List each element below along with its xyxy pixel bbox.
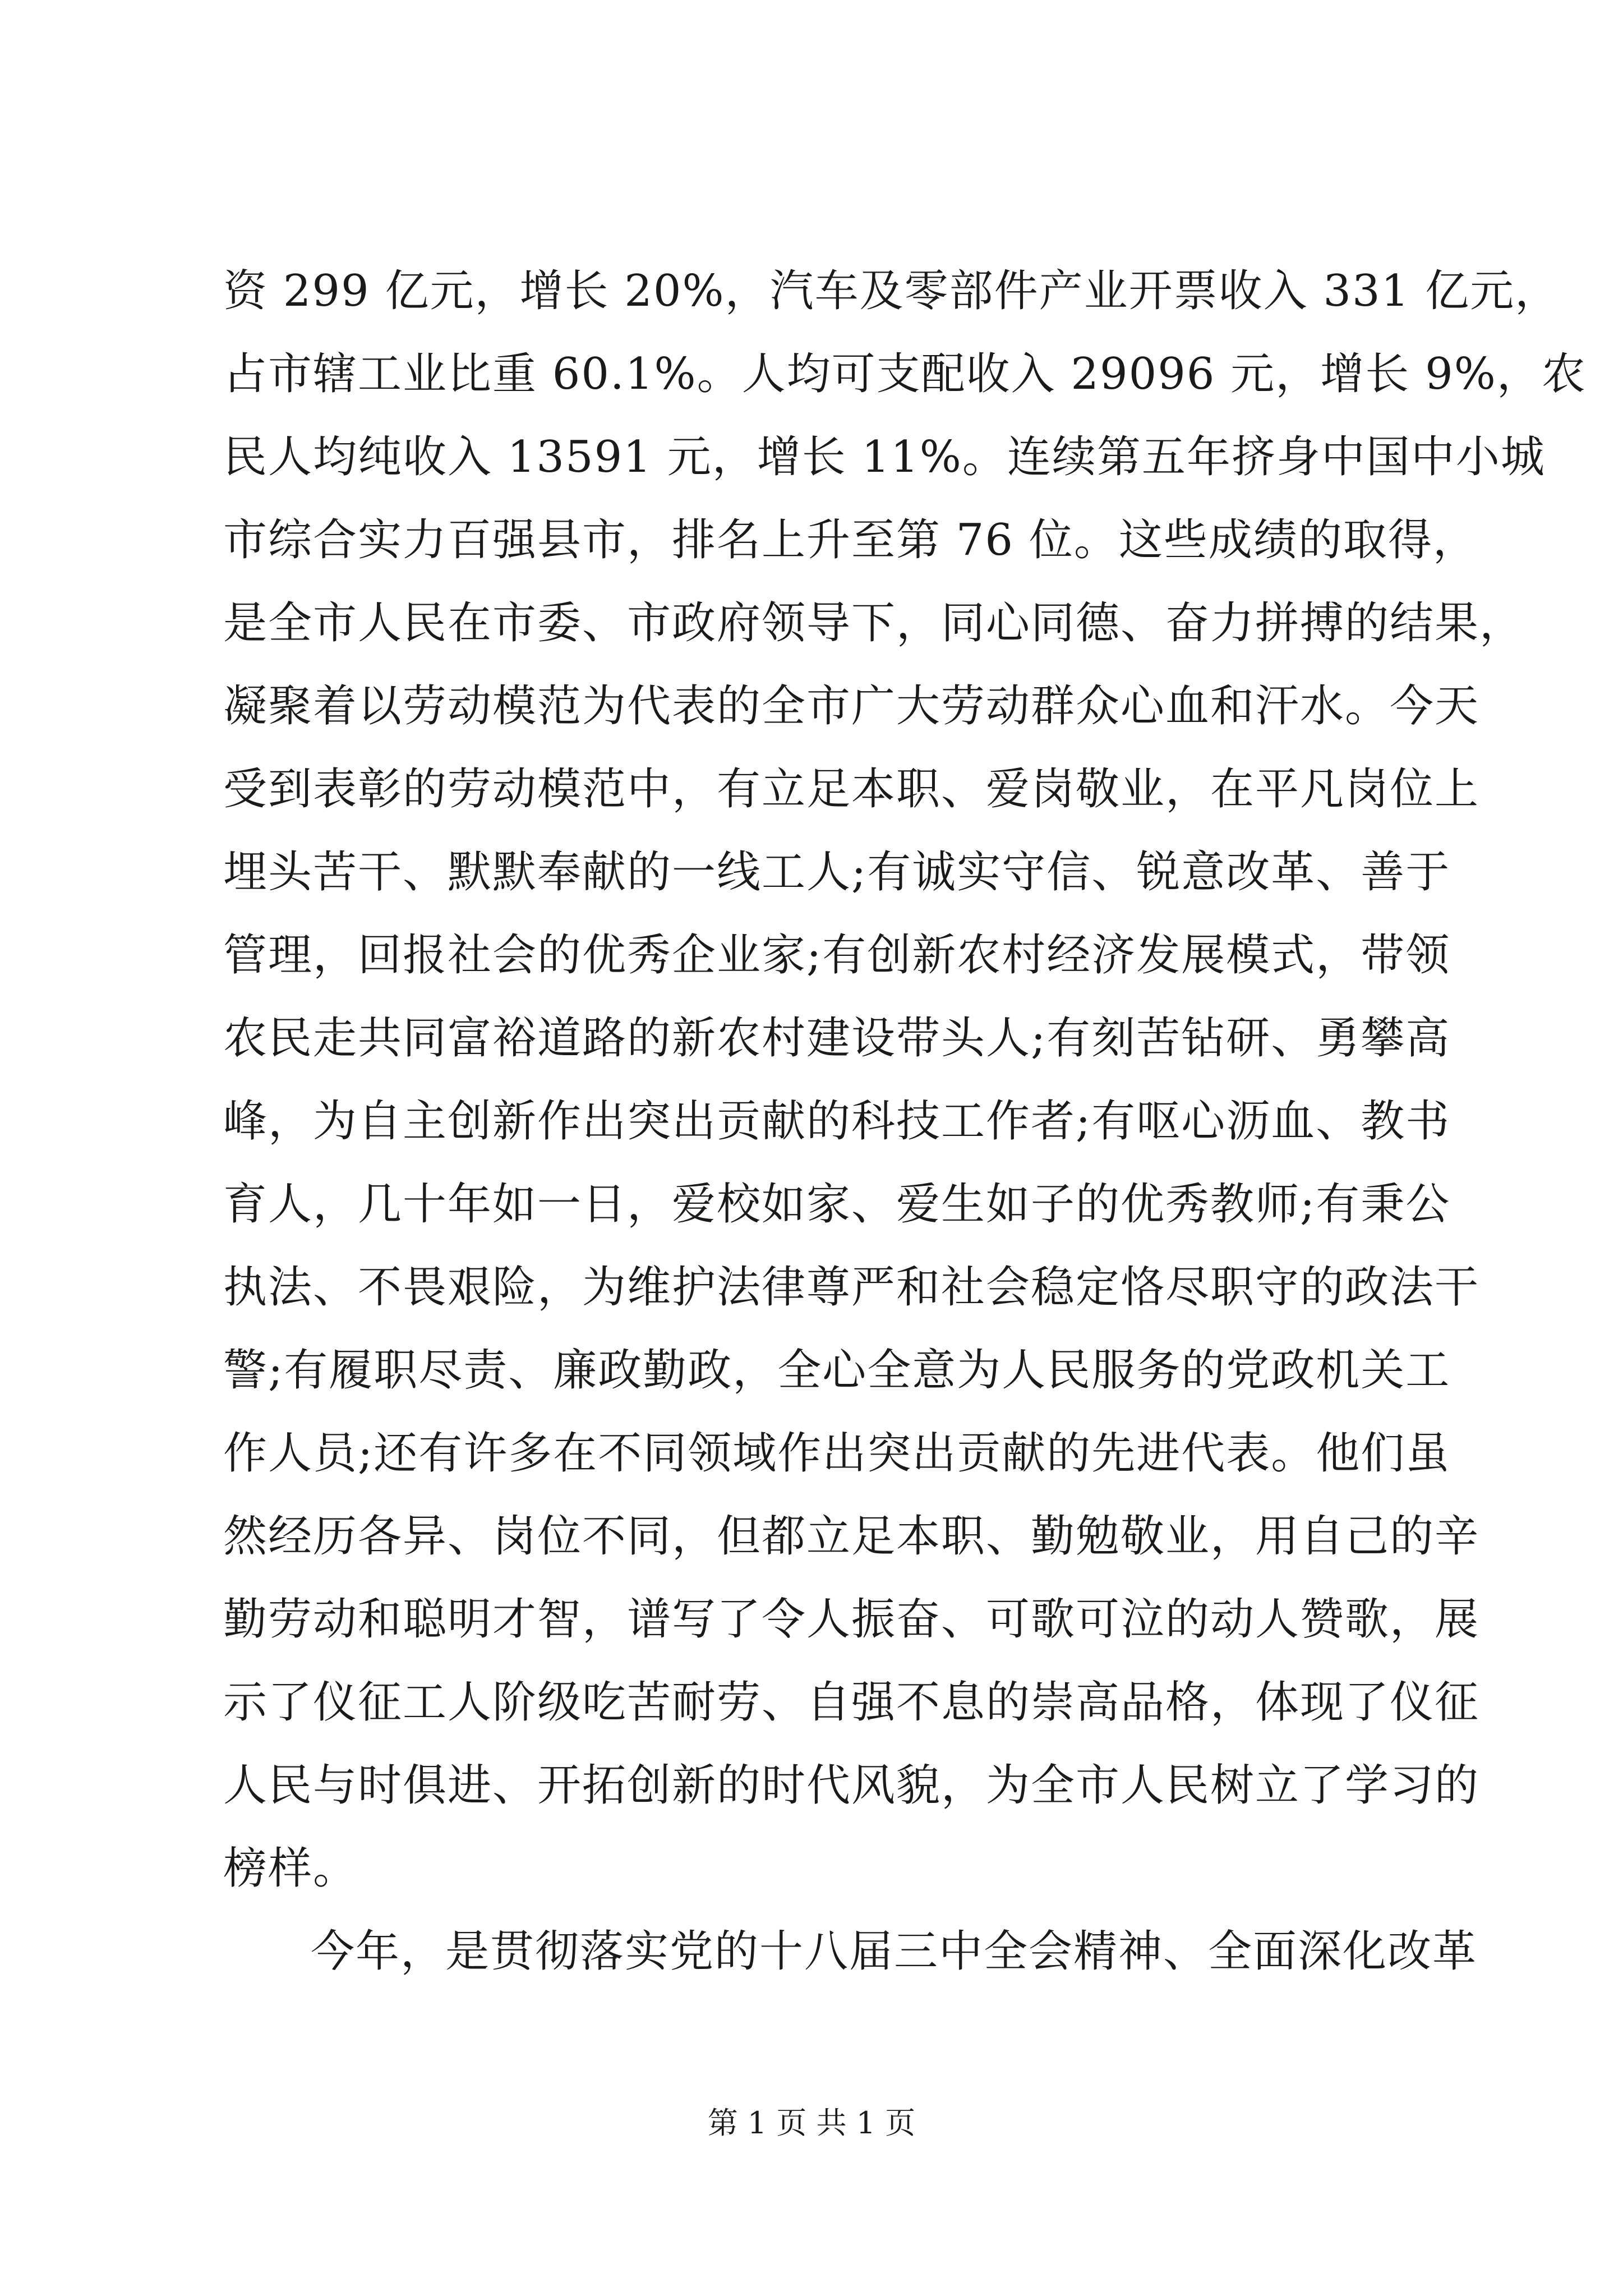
- text-line: 是全市人民在市委、市政府领导下，同心同德、奋力拼搏的结果，: [223, 598, 1525, 648]
- text-line: 人民与时俱进、开拓创新的时代风貌，为全市人民树立了学习的: [223, 1760, 1480, 1811]
- page-footer: 第 1 页 共 1 页: [707, 2105, 916, 2141]
- text-line: 作人员;还有许多在不同领域作出突出贡献的先进代表。他们虽: [223, 1428, 1451, 1479]
- text-line: 占市辖工业比重 60.1%。人均可支配收入 29096 元，增长 9%，农: [223, 349, 1587, 399]
- text-line: 示了仪征工人阶级吃苦耐劳、自强不息的崇高品格，体现了仪征: [223, 1677, 1480, 1728]
- text-line: 受到表彰的劳动模范中，有立足本职、爱岗敬业，在平凡岗位上: [223, 764, 1480, 815]
- paragraph-first-line: 今年，是贯彻落实党的十八届三中全会精神、全面深化改革: [311, 1926, 1478, 1977]
- text-line: 凝聚着以劳动模范为代表的全市广大劳动群众心血和汗水。今天: [223, 681, 1480, 731]
- text-line: 农民走共同富裕道路的新农村建设带头人;有刻苦钻研、勇攀高: [223, 1013, 1451, 1064]
- text-line: 资 299 亿元，增长 20%，汽车及零部件产业开票收入 331 亿元，: [223, 266, 1560, 316]
- text-line: 峰，为自主创新作出突出贡献的科技工作者;有呕心沥血、教书: [223, 1096, 1451, 1147]
- text-line: 管理，回报社会的优秀企业家;有创新农村经济发展模式，带领: [223, 930, 1451, 981]
- body-text: [223, 250, 1587, 1993]
- text-line: 榜样。: [223, 1843, 358, 1894]
- text-line: 警;有履职尽责、廉政勤政，全心全意为人民服务的党政机关工: [223, 1345, 1451, 1396]
- text-line: 执法、不畏艰险，为维护法律尊严和社会稳定恪尽职守的政法干: [223, 1262, 1480, 1313]
- text-line: 埋头苦干、默默奉献的一线工人;有诚实守信、锐意改革、善于: [223, 847, 1451, 898]
- text-line: 然经历各异、岗位不同，但都立足本职、勤勉敬业，用自己的辛: [223, 1511, 1480, 1562]
- text-line: 民人均纯收入 13591 元，增长 11%。连续第五年挤身中国中小城: [223, 432, 1546, 482]
- text-line: 市综合实力百强县市，排名上升至第 76 位。这些成绩的取得，: [223, 515, 1478, 565]
- text-line: 育人，几十年如一日，爱校如家、爱生如子的优秀教师;有秉公: [223, 1179, 1451, 1230]
- text-line: 勤劳动和聪明才智，谱写了令人振奋、可歌可泣的动人赞歌，展: [223, 1594, 1480, 1645]
